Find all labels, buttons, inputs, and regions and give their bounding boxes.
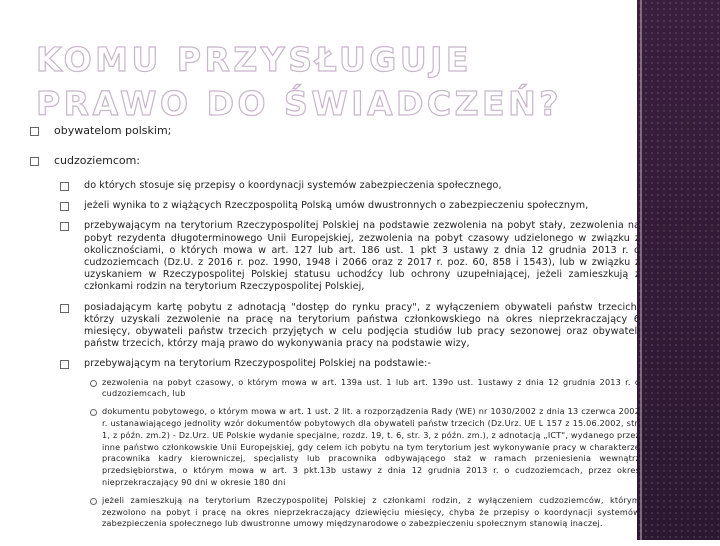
list-item [28, 124, 640, 138]
sub-sub-list-item [88, 377, 640, 401]
sub-list [58, 180, 640, 530]
sub-sub-list-item [88, 495, 640, 530]
sub-list-item-text: jeżeli wynika to z wiążących Rzeczpospolitą Polską umów dwustronnych o zabezpieczeniu społecznym, [84, 200, 589, 212]
square-bullet-icon [60, 222, 69, 231]
square-bullet-icon [60, 182, 69, 191]
sub-list-item [58, 302, 640, 351]
page-title: KOMU PRZYSŁUGUJE PRAWO DO ŚWIADCZEŃ? [36, 40, 562, 123]
sub-list-item [58, 220, 640, 293]
sub-list-item-text: do których stosuje się przepisy o koordynacji systemów zabezpieczenia społecznego, [84, 180, 502, 191]
sub-list-item-text: przebywającym na terytorium Rzeczypospolitej Polskiej na podstawie zezwolenia na pobyt stały, zezwolenia na pobyt rezydenta długoterminowego Unii Europejskiej, zezwolenia na pobyt czasowy udzielonego w związku z okolicznościami, o których mowa w art. 127 lub art. 186 ust. 1 pkt 3 ustawy z dnia 12 grudnia 2013 r. o cudzoziemcach (Dz.U. z 2016 r. poz. 1990, 1948 i 2066 oraz z 2017 r. poz. 60, 858 i 1543), lub w związku z uzyskaniem w Rzeczypospolitej Polskiej statusu uchodźcy lub ochrony uzupełniającej, jeżeli zamieszkują z członkami rodzin na terytorium Rzeczypospolitej Polskiej, [84, 220, 640, 293]
sub-list-item-text: przebywającym na terytorium Rzeczypospolitej Polskiej na podstawie:- [84, 358, 432, 370]
sub-list-item [58, 200, 640, 212]
content-area [28, 124, 640, 546]
square-bullet-icon [60, 304, 69, 313]
sub-list-item-text: posiadającym kartę pobytu z adnotacją "dostęp do rynku pracy", z wyłączeniem obywateli państw trzecich, którzy uzyskali zezwolenie na pracę na terytorium państwa członkowskiego na okres nieprzekraczający 6 miesięcy, obywateli państw trzecich przyjętych w celu podjęcia studiów lub pracy sezonowej oraz obywateli państw trzecich, którzy mają prawo do wykonywania pracy na podstawie wizy, [84, 301, 640, 350]
square-bullet-icon [30, 157, 39, 166]
sub-list-item [58, 180, 640, 192]
circle-bullet-icon [90, 409, 97, 416]
decorative-sidebar [637, 0, 720, 540]
square-bullet-icon [30, 127, 39, 136]
sub-list-item [58, 358, 640, 530]
sidebar-stripe [640, 0, 642, 540]
list-item-text: cudzoziemcom: [54, 154, 141, 167]
sub-sub-list-item-text: zezwolenia na pobyt czasowy, o którym mowa w art. 139a ust. 1 lub art. 139o ust. 1ustawy z dnia 12 grudnia 2013 r. o cudzoziemcach, lub [102, 376, 640, 399]
main-list [28, 124, 640, 530]
list-item-text: obywatelom polskim; [54, 124, 172, 137]
circle-bullet-icon [90, 380, 97, 387]
square-bullet-icon [60, 360, 69, 369]
sidebar-pattern [637, 0, 720, 540]
sub-sub-list-item-text: jeżeli zamieszkują na terytorium Rzeczypospolitej Polskiej z członkami rodzin, z wyłączeniem cudzoziemców, którym zezwolono na pobyt i pracę na okres nieprzekraczający dziewięciu miesięcy, chyba że przepisy o koordynacji systemów zabezpieczenia społecznego lub dwustronne umowy międzynarodowe o zabezpieczeniu społecznym stanowią inaczej. [102, 494, 640, 529]
circle-bullet-icon [90, 498, 97, 505]
sub-sub-list-item [88, 406, 640, 489]
square-bullet-icon [60, 202, 69, 211]
sub-sub-list [88, 377, 640, 531]
sub-sub-list-item-text: dokumentu pobytowego, o którym mowa w art. 1 ust. 2 lit. a rozporządzenia Rady (WE) nr 1030/2002 z dnia 13 czerwca 2002 r. ustanawiającego jednolity wzór dokumentów pobytowych dla obywateli państw trzecich (Dz.Urz. UE L 157 z 15.06.2002, str. 1, z późn. zm.2) - Dz.Urz. UE Polskie wydanie specjalne, rozdz. 19, t. 6, str. 3, z późn. zm.), z adnotacją „ICT", wydanego przez inne państwo członkowskie Unii Europejskiej, gdy celem ich pobytu na tym terytorium jest wykonywanie pracy w charakterze pracownika kadry kierowniczej, specjalisty lub pracownika odbywającego staż w ramach przeniesienia wewnątrz przedsiębiorstwa, o którym mowa w art. 3 pkt.13b ustawy z dnia 12 grudnia 2013 r. o cudzoziemcach, przez okres nieprzekraczający 90 dni w okresie 180 dni [102, 406, 640, 488]
list-item [28, 154, 640, 530]
